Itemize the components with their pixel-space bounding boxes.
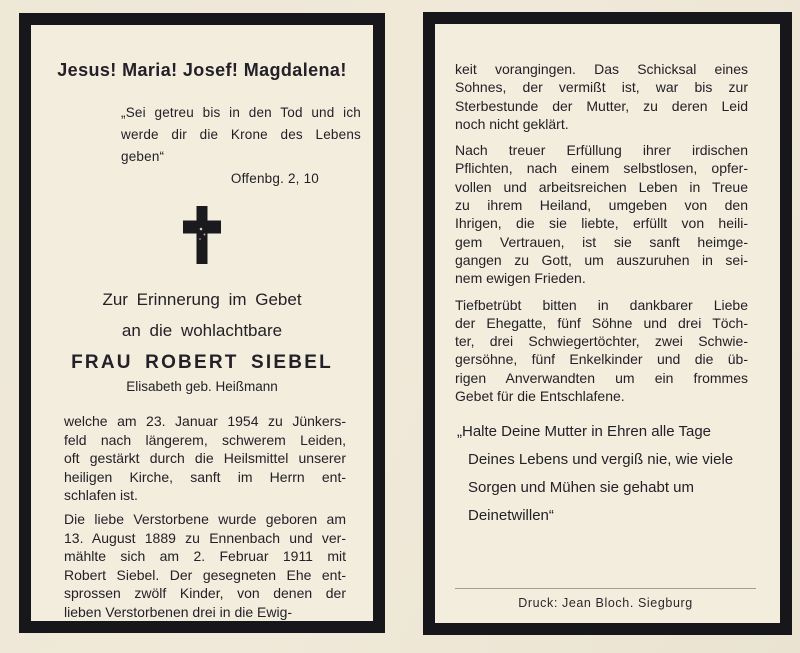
dedication-line-1: Zur Erinnerung im Gebet (102, 290, 302, 309)
text-line: feld nach längerem, schwerem Leiden, (64, 431, 346, 448)
text-line: Die liebe Verstorbene wurde geboren am (64, 510, 346, 527)
text-line: Robert Siebel. Der gesegneten Ehe ent- (64, 566, 346, 583)
text-line: gem Vertrauen, ist sie sanft heimge- (455, 233, 748, 250)
text-line: Sterbestunde der Mutter, zu deren Leid (455, 97, 748, 114)
deceased-name: FRAU ROBERT SIEBEL (71, 352, 333, 373)
obituary-paragraph-3 (435, 60, 780, 133)
latin-cross-icon (31, 206, 373, 264)
text-line: Deines Lebens und vergiß nie, wie viele (468, 451, 734, 469)
text-line: werde dir die Krone des Lebens geben“ (121, 127, 361, 164)
text-line: „Halte Deine Mutter in Ehren alle Tage (457, 423, 712, 441)
obituary-paragraph-1 (31, 412, 373, 505)
text-line: „Sei getreu bis in den Tod und ich (121, 105, 361, 120)
text-line: Sorgen und Mühen sie gehabt um (468, 479, 694, 497)
text-line: Ihrigen, die sie liebte, erfüllt von heili- (455, 215, 748, 232)
obituary-paragraph-5 (435, 296, 780, 406)
text-line: vollen und arbeitsreichen Leben in Treue (455, 178, 748, 195)
text-line: Deinetwillen“ (468, 507, 554, 525)
deceased-birth-name: Elisabeth geb. Heißmann (126, 379, 278, 394)
footer-rule (455, 588, 756, 589)
printer-credit: Druck: Jean Bloch. Siegburg (518, 596, 693, 610)
printer-credit-footer (455, 588, 756, 610)
text-line: gangen zu Gott, um auszuruhen in sei- (455, 251, 748, 268)
memorial-card-left-page (19, 13, 385, 633)
text-line: oft gestärkt durch die Heilsmittel unserer (64, 450, 346, 467)
text-line: lieben Verstorbenen drei in die Ewig- (64, 603, 293, 620)
text-line: noch nicht geklärt. (455, 115, 569, 132)
text-line: heiligen Kirche, sanft im Herrn ent- (64, 468, 346, 485)
text-line: Pflichten, nach einem selbstlosen, opfer- (455, 160, 748, 177)
memorial-card-right-page (423, 12, 792, 635)
text-line: ter, drei Schwiegertöchter, zwei Schwie- (455, 333, 748, 350)
text-line: der Ehegatte, fünf Söhne und drei Töch- (455, 314, 748, 331)
scripture-quote (121, 102, 361, 190)
text-line: rigen Anverwandten um ein frommes (455, 369, 748, 386)
invocation-heading: Jesus! Maria! Josef! Magdalena! (57, 60, 347, 80)
scripture-reference: Offenbg. 2, 10 (230, 171, 319, 186)
text-line: Tiefbetrübt bitten in dankbarer Liebe (455, 296, 748, 313)
text-line: sprossen zwölf Kinder, von denen der (64, 585, 346, 602)
closing-quote (457, 418, 750, 530)
text-line: Gebet für die Entschlafene. (455, 388, 625, 405)
text-line: welche am 23. Januar 1954 zu Jünkers- (64, 413, 346, 429)
text-line: 13. August 1889 zu Ennenbach und ver- (64, 529, 346, 546)
text-line: keit vorangingen. Das Schicksal eines (455, 61, 748, 77)
text-line: mählte sich am 2. Februar 1911 mit (64, 548, 346, 565)
obituary-paragraph-4 (435, 141, 780, 287)
text-line: schlafen ist. (64, 487, 138, 504)
obituary-paragraph-2 (31, 510, 373, 622)
text-line: Nach treuer Erfüllung ihrer irdischen (455, 142, 748, 159)
text-line: Sohnes, der vermißt ist, war bis zur (455, 79, 748, 96)
text-line: zu ihrem Heiland, umgeben von den (455, 197, 748, 214)
text-line: nem ewigen Frieden. (455, 270, 586, 287)
scripture-quote-lines (121, 102, 361, 168)
text-line: gersöhne, fünf Enkelkinder und die üb- (455, 351, 748, 368)
dedication-line-2: an die wohlachtbare (121, 321, 283, 340)
